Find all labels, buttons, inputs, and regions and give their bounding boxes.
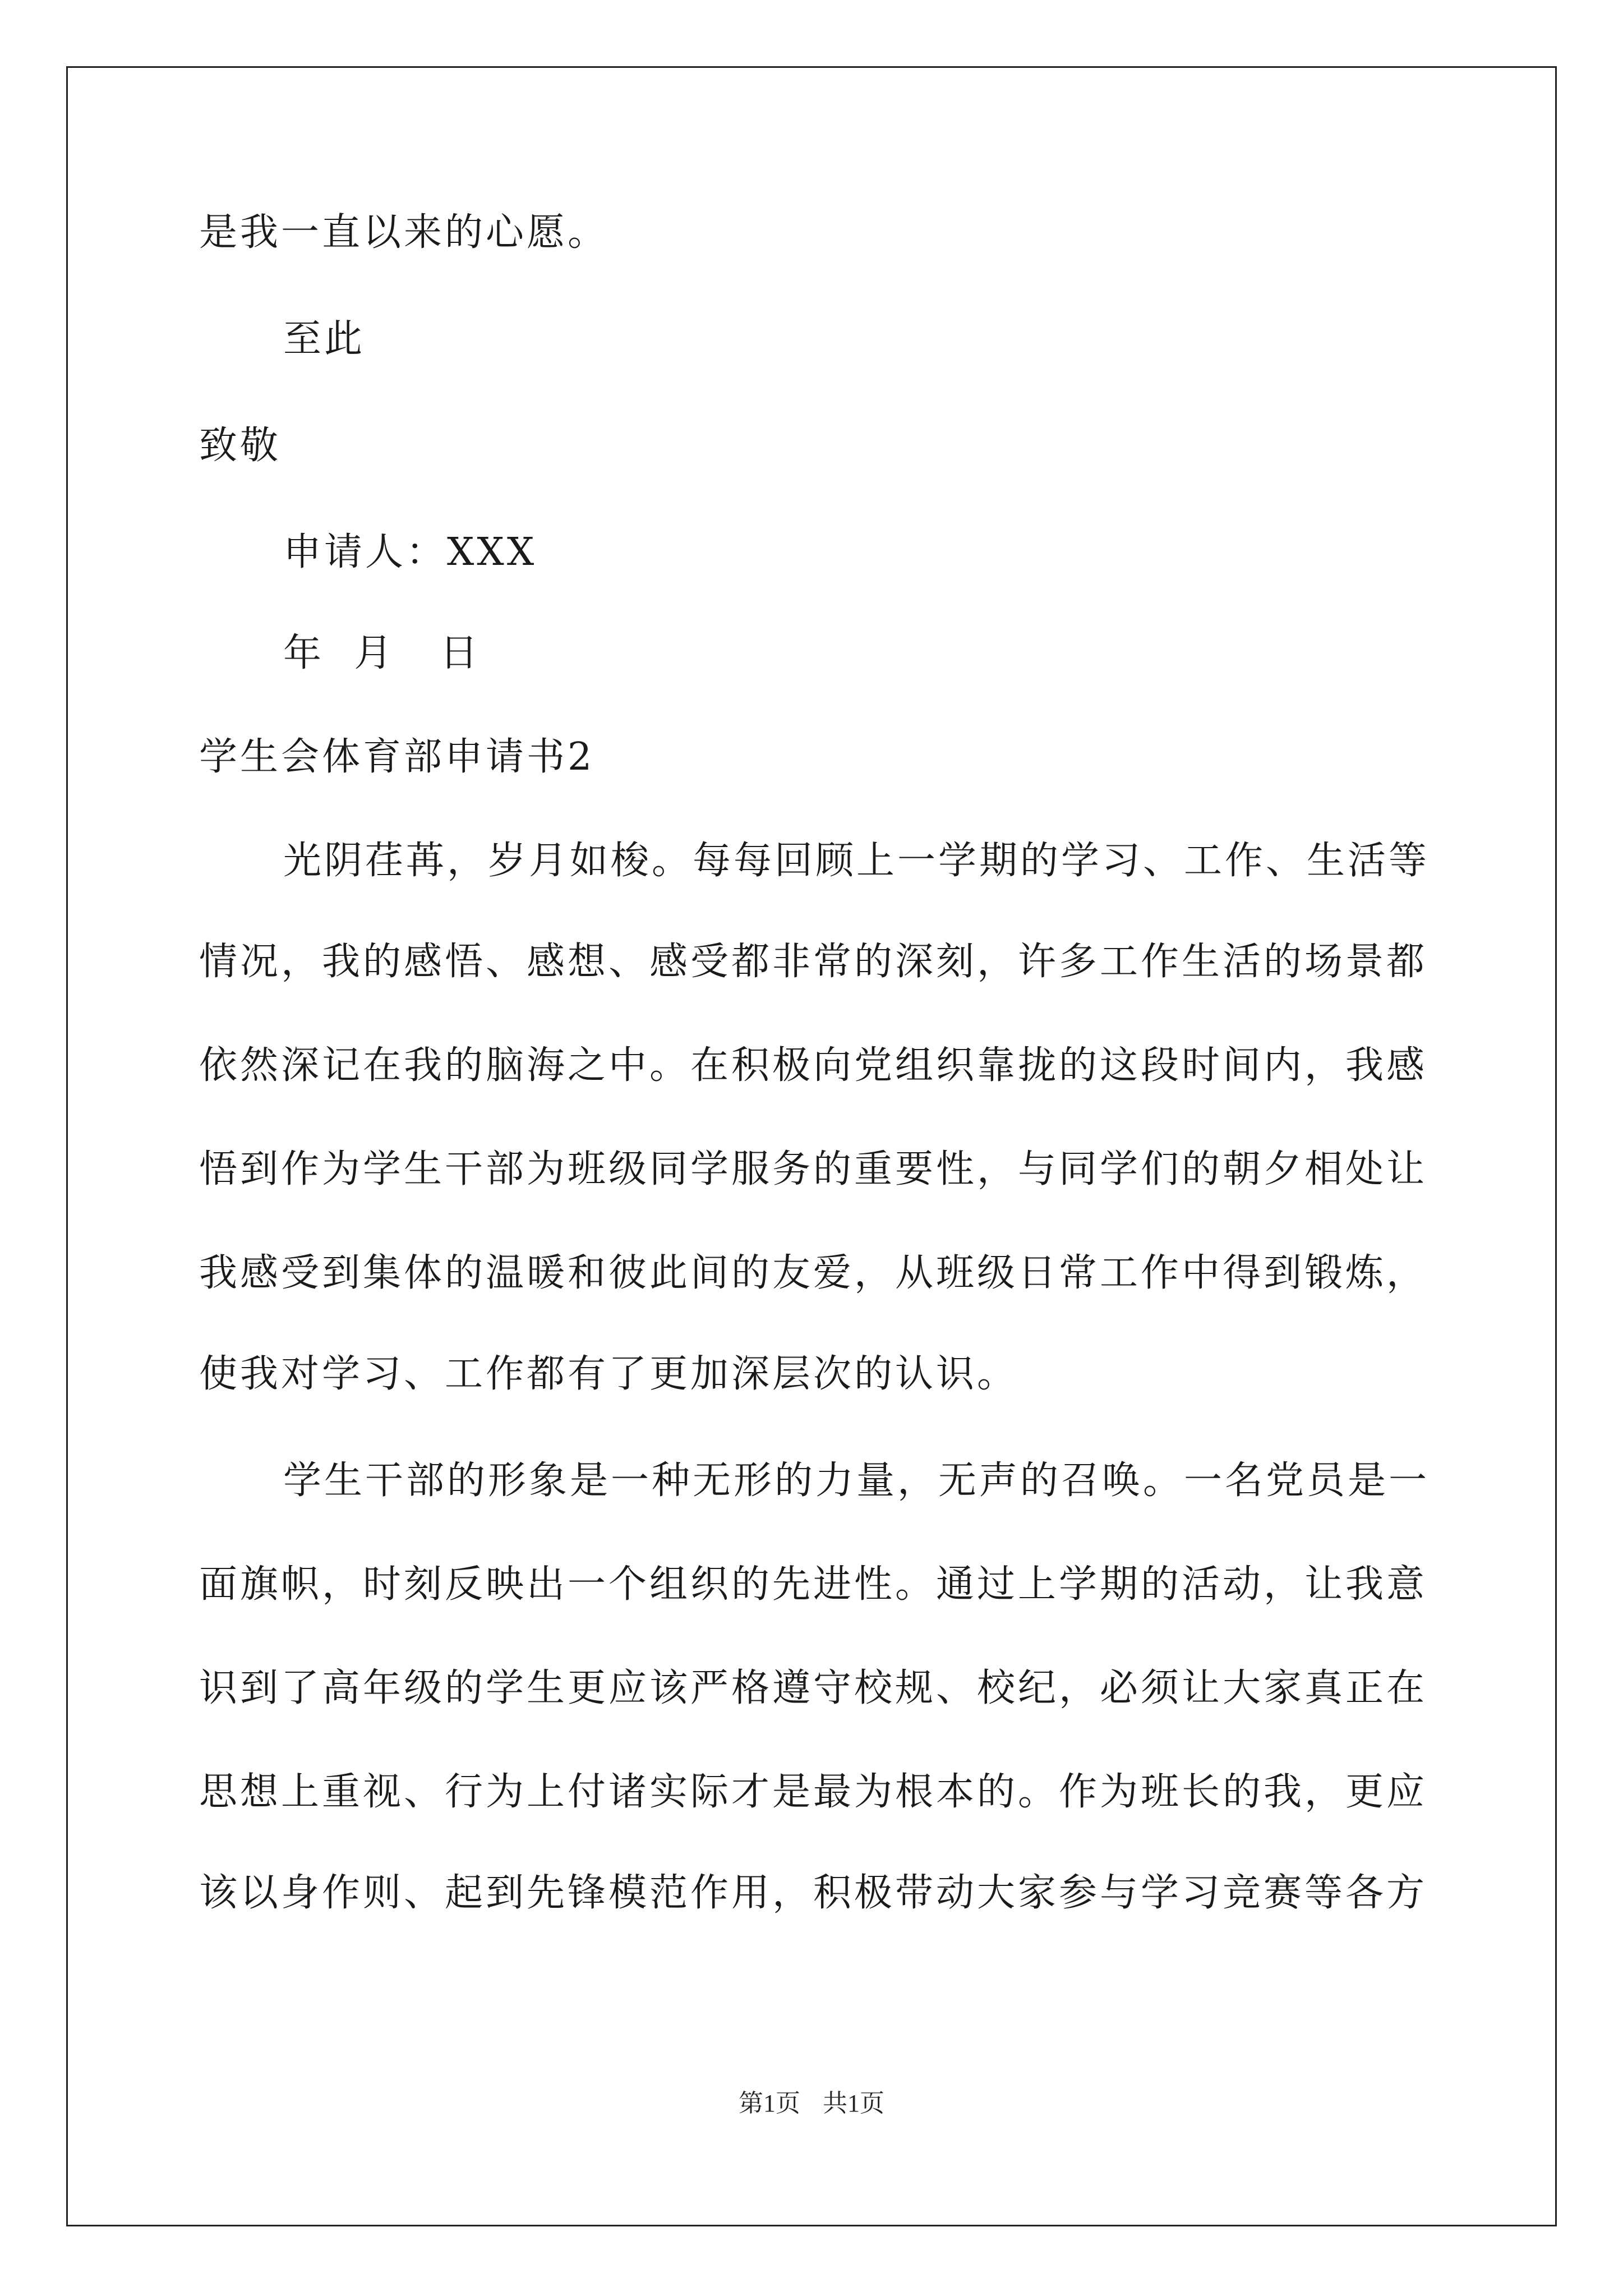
paragraph-line: 光阴荏苒，岁月如梭。每每回顾上一学期的学习、工作、生活等 <box>283 839 1430 883</box>
page-footer <box>0 2087 1623 2120</box>
paragraph-line: 使我对学习、工作都有了更加深层次的认识。 <box>199 1352 1018 1396</box>
paragraph-line: 悟到作为学生干部为班级同学服务的重要性，与同学们的朝夕相处让 <box>199 1147 1428 1191</box>
paragraph-line: 我感受到集体的温暖和彼此间的友爱，从班级日常工作中得到锻炼， <box>199 1251 1428 1295</box>
paragraph-line: 学生干部的形象是一种无形的力量，无声的召唤。一名党员是一 <box>283 1458 1430 1503</box>
paragraph-line: 思想上重视、行为上付诸实际才是最为根本的。作为班长的我，更应 <box>199 1770 1428 1814</box>
paragraph-line: 依然深记在我的脑海之中。在积极向党组织靠拢的这段时间内，我感 <box>199 1043 1428 1088</box>
page-total: 共1页 <box>823 2090 884 2117</box>
paragraph-line: 识到了高年级的学生更应该严格遵守校规、校纪，必须让大家真正在 <box>199 1666 1428 1710</box>
section-title: 学生会体育部申请书2 <box>199 735 595 779</box>
paragraph-line: 该以身作则、起到先锋模范作用，积极带动大家参与学习竞赛等各方 <box>199 1871 1428 1915</box>
date-line: 年 月 日 <box>283 631 481 675</box>
salutation-line: 至此 <box>283 317 366 361</box>
applicant-line: 申请人：XXX <box>283 530 537 574</box>
respect-line: 致敬 <box>199 424 282 468</box>
page-number: 第1页 <box>739 2090 800 2117</box>
closing-line: 是我一直以来的心愿。 <box>199 210 609 255</box>
paragraph-line: 情况，我的感悟、感想、感受都非常的深刻，许多工作生活的场景都 <box>199 940 1428 984</box>
paragraph-line: 面旗帜，时刻反映出一个组织的先进性。通过上学期的活动，让我意 <box>199 1562 1428 1607</box>
